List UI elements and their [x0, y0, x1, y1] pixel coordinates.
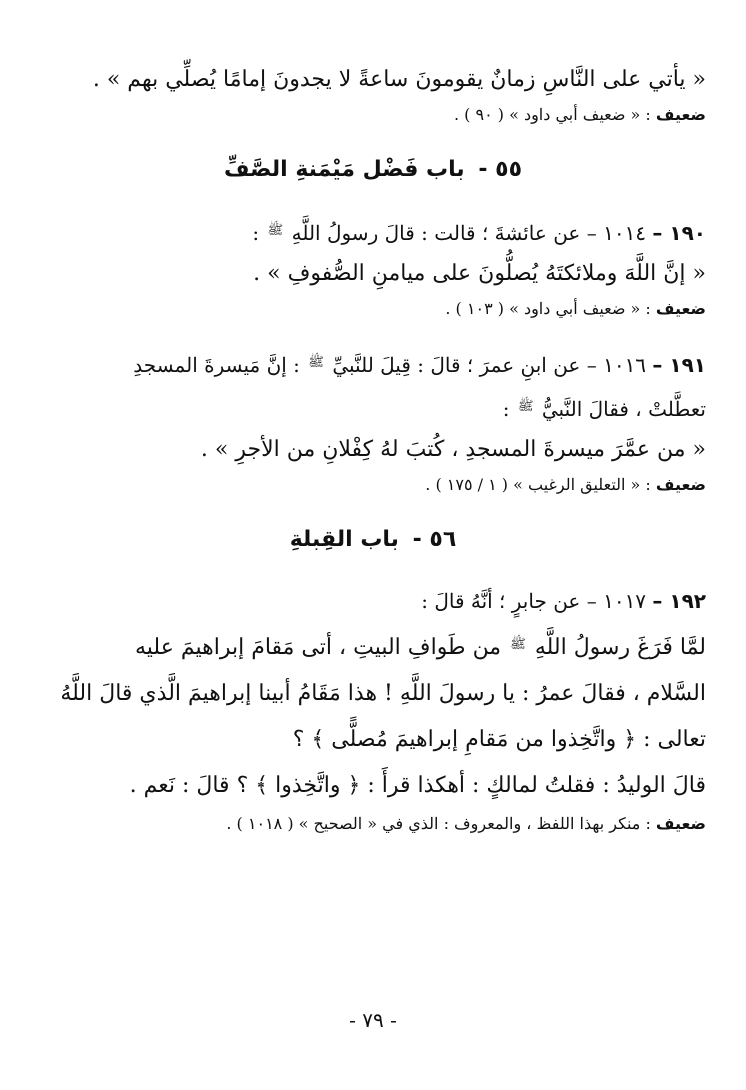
hadith-header-continued — [40, 386, 706, 430]
chapter-heading-55 — [40, 148, 706, 192]
grade-text: : « ضعيف أبي داود » ( ١٠٣ ) . — [445, 299, 651, 318]
grade-line — [40, 100, 706, 130]
page-number: - ٧٩ - — [349, 1008, 397, 1032]
hadith-header — [40, 210, 706, 254]
chapter-number: ٥٥ - — [478, 157, 522, 182]
hadith-reference: ١٠١٦ – عن ابنِ عمرَ ؛ قالَ : قِيلَ للنَّبيِّ — [332, 353, 647, 377]
page-body — [40, 60, 706, 845]
hadith-number: ١٩٠ – — [652, 221, 706, 245]
grade-text: : منكر بهذا اللفظ ، والمعروف : الذي في « الصحيح » ( ١٠١٨ ) . — [226, 814, 651, 833]
grade-line — [40, 470, 706, 500]
hadith-number: ١٩٢ – — [652, 589, 706, 613]
chapter-title: باب القِبلةِ — [289, 527, 399, 552]
hadith-text-line: السَّلام ، فقالَ عمرُ : يا رسولَ اللَّهِ ! هذا مَقَامُ أبينا إبراهيمَ الَّذي قالَ اللَّهُ — [60, 681, 706, 706]
grade-text: : « التعليق الرغيب » ( ١ / ١٧٥ ) . — [425, 475, 651, 494]
hadith-header — [40, 342, 706, 386]
grade-line — [40, 294, 706, 324]
hadith-190 — [40, 210, 706, 324]
hadith-text-part: من طَوافِ البيتِ ، أتى مَقامَ إبراهيمَ عليه — [135, 635, 502, 660]
hadith-text-part: لمَّا فَرَغَ رسولُ اللَّهِ — [534, 635, 706, 660]
hadith-191 — [40, 342, 706, 500]
hadith-header-tail: : — [252, 221, 260, 245]
hadith-text-line: قالَ الوليدُ : فقلتُ لمالكٍ : أهكذا قرأَ : ﴿ واتَّخِذوا ﴾ ؟ قالَ : نَعم . — [129, 773, 706, 798]
hadith-header-tail: : — [502, 397, 510, 421]
hadith-text: « من عمَّرَ ميسرةَ المسجدِ ، كُتبَ لهُ كِفْلانِ من الأجرِ » . — [200, 437, 706, 462]
hadith-header — [40, 580, 706, 622]
chapter-title: باب فَضْل مَيْمَنةِ الصَّفِّ — [223, 157, 465, 182]
grade-label: ضعيف — [655, 299, 706, 318]
hadith-192 — [40, 580, 706, 839]
salla-icon: ﷺ — [267, 223, 284, 238]
grade-label: ضعيف — [655, 814, 706, 833]
grade-text: : « ضعيف أبي داود » ( ٩٠ ) . — [453, 105, 651, 124]
hadith-text: « يأتي على النَّاسِ زمانٌ يقومونَ ساعةً لا يجدونَ إمامًا يُصلِّي بهم » . — [92, 67, 706, 92]
hadith-reference-continued: تعطَّلتْ ، فقالَ النَّبيُّ — [541, 397, 706, 421]
hadith-text-line: تعالى : ﴿ واتَّخِذوا من مَقامِ إبراهيمَ مُصلًّى ﴾ ؟ — [292, 727, 706, 752]
grade-label: ضعيف — [655, 475, 706, 494]
salla-icon: ﷺ — [510, 637, 526, 652]
grade-label: ضعيف — [655, 105, 706, 124]
hadith-number: ١٩١ – — [652, 353, 706, 377]
chapter-number: ٥٦ - — [412, 527, 457, 552]
hadith-reference: ١٠١٤ – عن عائشةَ ؛ قالت : قالَ رسولُ اللَّهِ — [291, 221, 647, 245]
hadith-text-line — [40, 622, 706, 671]
hadith-header-tail: : إنَّ مَيسرةَ المسجدِ — [133, 353, 300, 377]
salla-icon: ﷺ — [517, 399, 534, 414]
hadith-reference: ١٠١٧ – عن جابرٍ ؛ أنَّهُ قالَ : — [421, 589, 647, 613]
hadith-text: « إنَّ اللَّهَ وملائكتَهُ يُصلُّونَ على ميامنِ الصُّفوفِ » . — [253, 261, 706, 286]
grade-line — [40, 809, 706, 839]
chapter-heading-56 — [40, 518, 706, 562]
salla-icon: ﷺ — [308, 355, 324, 370]
